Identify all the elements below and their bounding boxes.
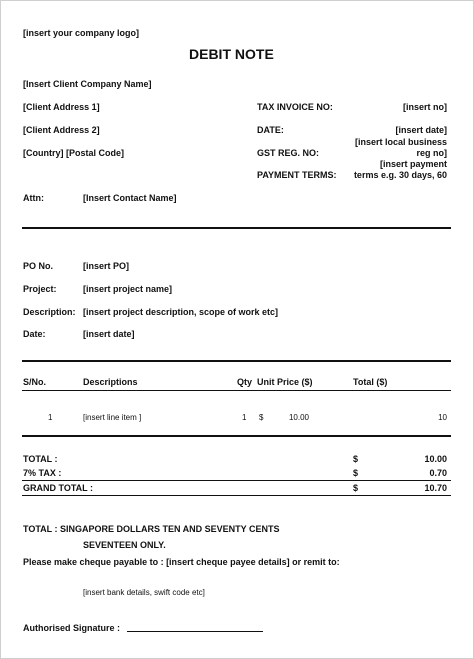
project-label: Project: [23,284,57,294]
client-address-2: [Client Address 2] [23,125,100,135]
payment-value-line2: terms e.g. 30 days, 60 [353,170,447,180]
description-label: Description: [23,307,76,317]
grand-total-label: GRAND TOTAL : [23,483,93,493]
project-date-label: Date: [23,329,46,339]
amount-in-words-line2: SEVENTEEN ONLY. [83,540,166,550]
signature-line[interactable] [127,631,263,632]
cheque-payable-line: Please make cheque payable to : [insert cheque payee details] or remit to: [23,557,340,567]
row-currency: $ [259,413,264,422]
total-currency: $ [353,454,359,464]
divider-items-bottom [22,435,451,437]
payment-value-line1: [insert payment [379,159,447,169]
divider-top [22,227,451,229]
gst-label: GST REG. NO: [257,148,320,158]
po-label: PO No. [23,261,54,271]
row-sno: 1 [48,413,53,422]
total-label: TOTAL : [23,454,58,464]
divider-grand-total [22,480,451,481]
tax-invoice-value: [insert no] [403,102,447,112]
client-address-1: [Client Address 1] [23,102,100,112]
header-sno: S/No. [23,377,47,387]
row-description: [insert line item ] [83,413,142,422]
divider-items-top [22,360,451,362]
grand-total-value: 10.70 [424,483,447,493]
attn-value: [Insert Contact Name] [83,193,177,203]
total-value: 10.00 [424,454,447,464]
po-value: [insert PO] [83,261,130,271]
gst-value-line1: [insert local business [354,137,447,147]
tax-label: 7% TAX : [23,468,62,478]
header-descriptions: Descriptions [83,377,138,387]
client-country-postal: [Country] [Postal Code] [23,148,124,158]
signature-label: Authorised Signature : [23,623,121,633]
client-company: [Insert Client Company Name] [23,79,152,89]
row-total: 10 [438,413,447,422]
grand-total-currency: $ [353,483,359,493]
date-value: [insert date] [395,125,447,135]
header-total: Total ($) [353,377,388,387]
row-unit-price: 10.00 [288,413,309,422]
project-date-value: [insert date] [83,329,135,339]
attn-label: Attn: [23,193,44,203]
divider-grand-total-bottom [22,495,451,496]
date-label: DATE: [257,125,284,135]
logo-placeholder: [insert your company logo] [23,28,140,38]
tax-invoice-label: TAX INVOICE NO: [257,102,333,112]
tax-value: 0.70 [429,468,447,478]
description-value: [insert project description, scope of work etc] [83,307,279,317]
tax-currency: $ [353,468,359,478]
header-unit-price: Unit Price ($) [257,377,313,387]
header-underline [22,390,451,391]
project-value: [insert project name] [83,284,173,294]
header-qty: Qty [237,377,253,387]
amount-in-words-line1: TOTAL : SINGAPORE DOLLARS TEN AND SEVENTY CENTS [23,524,280,534]
bank-details: [insert bank details, swift code etc] [83,588,205,597]
document-title: DEBIT NOTE [189,46,274,62]
gst-value-line2: reg no] [416,148,447,158]
row-qty: 1 [242,413,247,422]
payment-terms-label: PAYMENT TERMS: [257,170,337,180]
